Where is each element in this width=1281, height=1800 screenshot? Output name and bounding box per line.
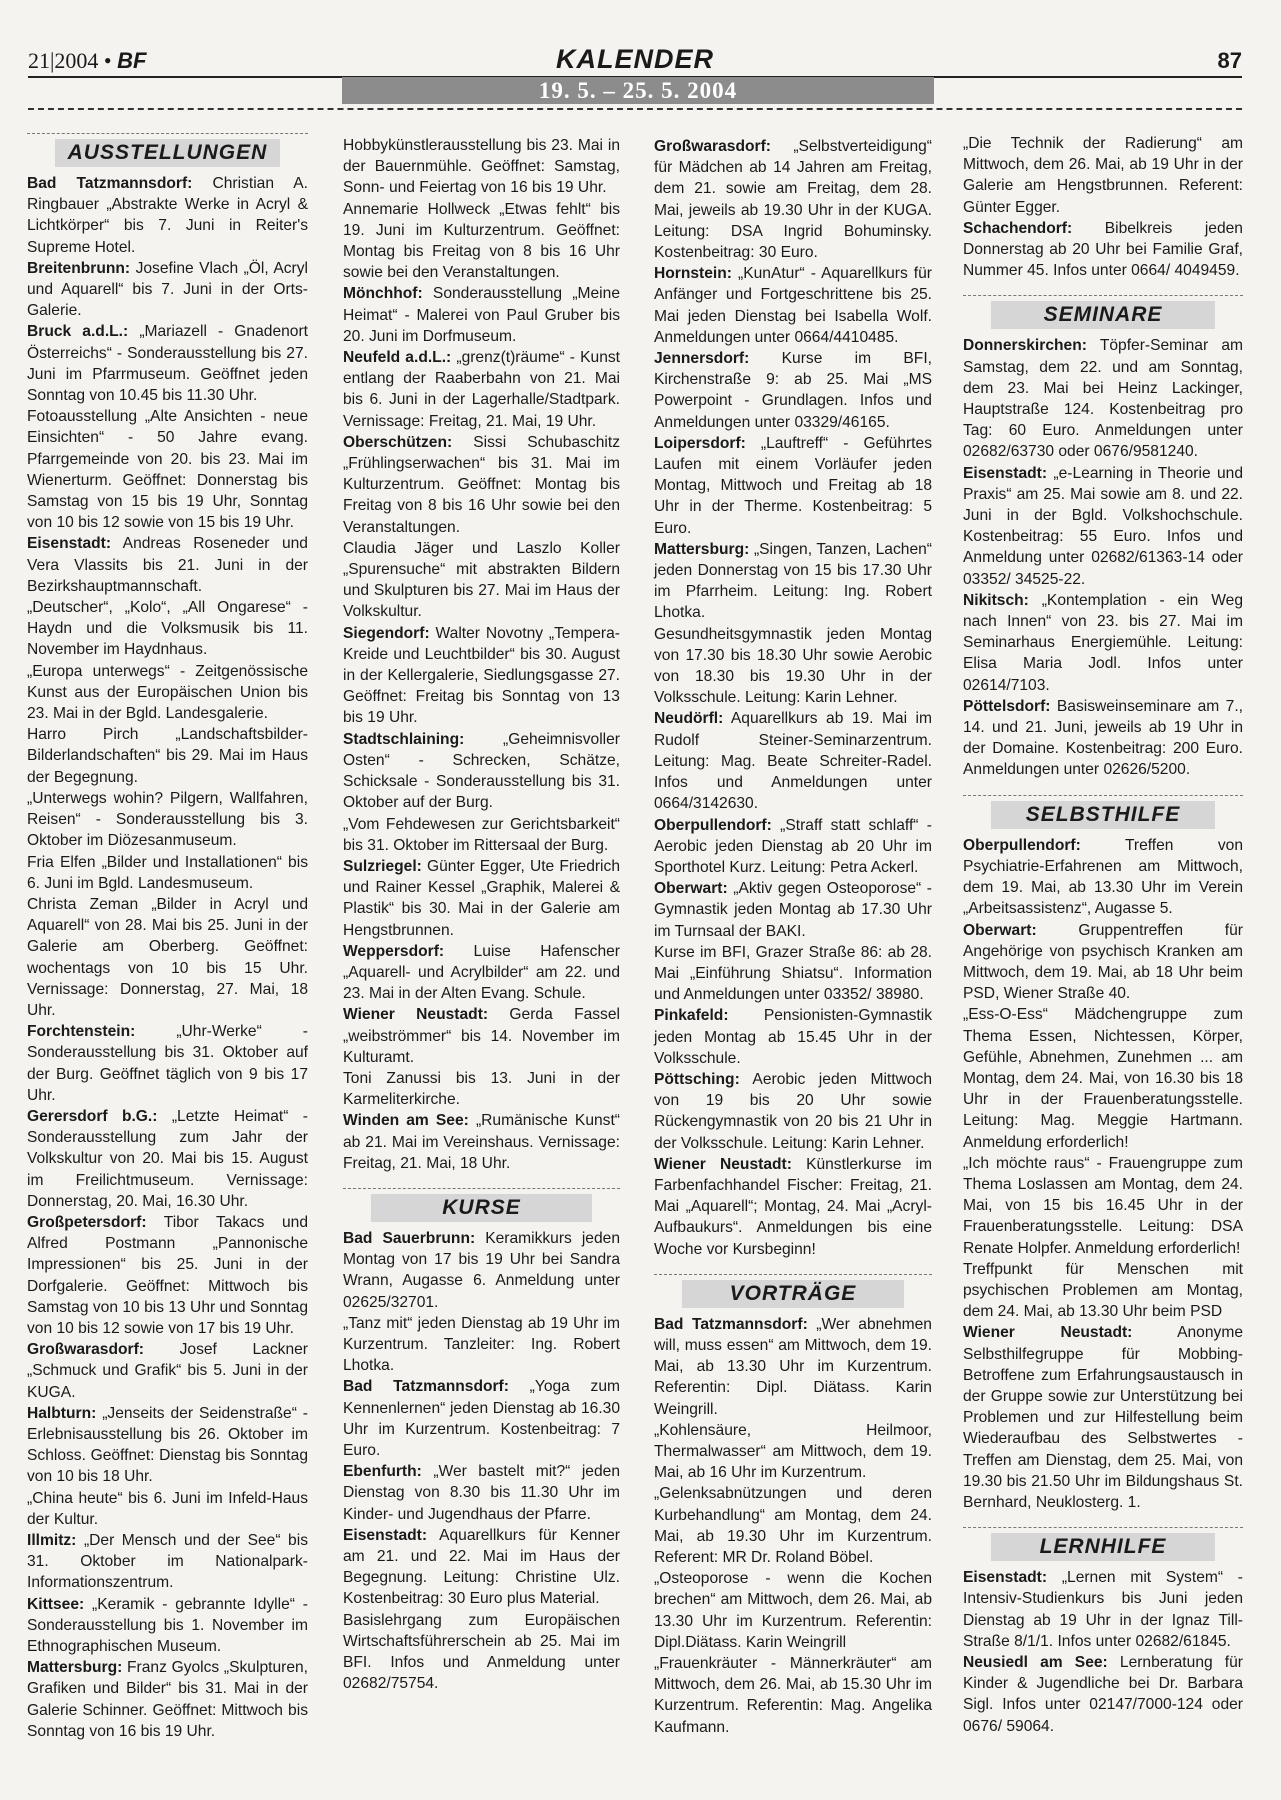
event-entry — [27, 1106, 308, 1212]
event-place: Großwarasdorf: — [654, 138, 771, 155]
event-entry — [27, 661, 308, 725]
column-4 — [963, 133, 1243, 1737]
event-text: „Unterwegs wohin? Pilgern, Wallfahren, Reisen“ - Sonderausstellung bis 3. Oktober im Diözesanmuseum. — [27, 789, 308, 850]
section-gap — [963, 281, 1243, 295]
event-entry — [27, 894, 308, 1021]
event-entry — [654, 348, 932, 433]
event-place: Bad Tatzmannsdorf: — [343, 1378, 509, 1396]
event-place: Eisenstadt: — [963, 464, 1048, 482]
event-text: Treffpunkt für Menschen mit psychischen Problemen am Montag, dem 24. Mai, ab 13.30 Uhr beim PSD — [963, 1260, 1243, 1321]
event-place: Wiener Neustadt: — [343, 1006, 489, 1024]
event-entry — [27, 1530, 308, 1594]
event-entry — [963, 1652, 1243, 1737]
event-place: Siegendorf: — [343, 624, 430, 642]
event-text: „Aktiv gegen Osteoporose“ - Gymnastik jeden Montag ab 17.30 Uhr im Turnsaal der BAKI. — [654, 880, 933, 940]
event-text: „Wer bastelt mit?“ jeden Dienstag von 8.30 bis 11.30 Uhr im Kinder- und Jugendhaus der Pfarre. — [343, 1463, 620, 1523]
event-place: Wiener Neustadt: — [654, 1155, 792, 1173]
event-place: Nikitsch: — [963, 591, 1029, 609]
section-heading — [654, 1274, 932, 1309]
event-text: Annemarie Hollweck „Etwas fehlt“ bis 19. Juni im Kulturzentrum. Geöffnet: Montag bis Freitag von 8 bis 16 Uhr sowie bei den Veranstaltungen. — [343, 200, 620, 282]
event-entry — [27, 1488, 308, 1530]
section-heading — [963, 795, 1243, 830]
event-text: „Mariazell - Gnadenort Österreichs“ - Sonderausstellung bis 27. Juni im Pfarrmuseum. Geöffnet jeden Sonntag von 10.45 bis 11.30 Uhr. — [27, 323, 308, 405]
column-2 — [343, 135, 620, 1694]
event-entry — [654, 539, 932, 624]
event-text: „Letzte Heimat“ - Sonderausstellung zum Jahr der Volkskultur von 20. Mai bis 15. August im Freilichtmuseum. Vernissage: Donnerstag, 20. Mai, 16.30 Uhr. — [27, 1107, 308, 1210]
event-text: Andreas Roseneder und Vera Vlassits bis 21. Juni in der Bezirkshauptmannschaft. — [27, 535, 308, 595]
event-entry — [963, 1153, 1243, 1259]
section-gap — [963, 1513, 1243, 1527]
event-entry — [654, 815, 932, 879]
event-entry — [343, 814, 620, 856]
event-place: Neudörfl: — [654, 710, 724, 728]
event-entry — [654, 624, 932, 709]
event-text: „Geheimnisvoller Osten“ - Schrecken, Schätze, Schicksale - Sonderausstellung bis 31. Oktober auf der Burg. — [343, 730, 620, 812]
event-text: Sissi Schubaschitz „Frühlingserwachen“ bis 31. Mai im Kulturzentrum. Geöffnet: Montag bis Freitag von 8 bis 16 Uhr sowie bei den Veranstaltungen. — [343, 433, 620, 536]
event-text: „Rumänische Kunst“ ab 21. Mai im Vereinshaus. Vernissage: Freitag, 21. Mai, 18 Uhr. — [343, 1112, 620, 1172]
event-place: Neusiedl am See: — [963, 1654, 1108, 1671]
event-text: Bibelkreis jeden Donnerstag ab 20 Uhr bei Familie Graf, Nummer 45. Infos unter 0664/ 4049459. — [963, 219, 1243, 280]
event-place: Loipersdorf: — [654, 434, 746, 452]
event-entry — [343, 941, 620, 1005]
event-text: „Europa unterwegs“ - Zeitgenössische Kunst aus der Europäischen Union bis 23. Mai in der Bgld. Landesgalerie. — [27, 662, 308, 723]
event-text: „Osteoporose - wenn die Kochen brechen“ am Mittwoch, dem 26. Mai, ab 13.30 Uhr im Kurzentrum. Referentin: Dipl.Diätass. Karin Weingrill — [654, 1570, 932, 1651]
date-range-band: 19. 5. – 25. 5. 2004 — [342, 77, 934, 104]
section-heading-label: LERNHILFE — [991, 1533, 1215, 1561]
event-text: Anonyme Selbsthilfegruppe für Mobbing-Betroffene zum Erfahrungsaustausch in der Gruppe sowie zur Unterstützung bei Problemen und zur Hilfestellung beim Wiederaufbau des Selbstwertes - Treffen am Dienstag, dem 25. Mai, von 19.30 bis 21.50 Uhr im Bildungshaus St. Bernhard, Neuklosterg. 1. — [963, 1324, 1243, 1511]
issue-number: 21|2004 • — [28, 48, 112, 73]
event-place: Sulzriegel: — [343, 857, 422, 875]
event-place: Eisenstadt: — [963, 1569, 1048, 1587]
event-entry — [654, 708, 932, 814]
event-entry — [343, 283, 620, 347]
event-place: Bruck a.d.L.: — [27, 323, 129, 341]
event-place: Halbturn: — [27, 1404, 97, 1422]
event-entry — [343, 623, 620, 729]
event-text: Keramikkurs jeden Montag von 17 bis 19 Uhr bei Sandra Wrann, Augasse 6. Anmeldung unter 02625/32701. — [343, 1229, 620, 1311]
event-text: „Der Mensch und der See“ bis 31. Oktober im Nationalpark-Informationszentrum. — [27, 1532, 308, 1592]
event-entry — [27, 1657, 308, 1742]
event-place: Eisenstadt: — [343, 1526, 428, 1544]
event-text: „Die Technik der Radierung“ am Mittwoch, dem 26. Mai, ab 19 Uhr in der Galerie am Hengstbrunnen. Referent: Günter Egger. — [963, 135, 1243, 216]
event-place: Jennersdorf: — [654, 350, 750, 368]
event-place: Mönchhof: — [343, 285, 423, 303]
event-text: „Keramik - gebrannte Idylle“ - Sonderausstellung bis 1. November im Ethnographischen Museum. — [27, 1595, 308, 1656]
event-text: „Yoga zum Kennenlernen“ jeden Dienstag ab 16.30 Uhr im Kurzentrum. Kostenbeitrag: 7 Euro. — [343, 1378, 620, 1459]
event-text: „Jenseits der Seidenstraße“ - Erlebnisausstellung bis 26. Oktober im Schloss. Geöffnet: Dienstag bis Sonntag von 10 bis 18 Uhr. — [27, 1404, 308, 1486]
section-title: KALENDER — [555, 44, 714, 74]
event-text: Kurse im BFI, Grazer Straße 86: ab 28. Mai „Einführung Shiatsu“. Information und Anmeldungen unter 03352/ 38980. — [654, 943, 932, 1004]
event-text: „e-Learning in Theorie und Praxis“ am 25. Mai sowie am 8. und 22. Juni in der Bgld. Volkshochschule. Kostenbeitrag: 55 Euro. Infos und Anmeldung unter 02682/61363-14 oder 03352/ 34525-22. — [963, 464, 1243, 588]
event-place: Oberschützen: — [343, 433, 453, 451]
event-place: Stadtschlaining: — [343, 730, 465, 748]
event-entry — [654, 1314, 932, 1420]
event-entry — [343, 1228, 620, 1313]
event-entry — [343, 347, 620, 432]
event-entry — [963, 590, 1243, 696]
event-text: Gruppentreffen für Angehörige von psychisch Kranken am Mittwoch, dem 19. Mai, ab 18 Uhr beim PSD, Wiener Straße 40. — [963, 921, 1243, 1003]
event-place: Donnerskirchen: — [963, 337, 1087, 355]
event-entry — [654, 942, 932, 1006]
event-place: Wiener Neustadt: — [963, 1324, 1133, 1342]
event-place: Pinkafeld: — [654, 1007, 729, 1025]
section-heading-label: KURSE — [371, 1194, 593, 1222]
event-text: Künstlerkurse im Farbenfachhandel Fischer: Freitag, 21. Mai „Aquarell“; Montag, 24. Mai „Acryl-Aufbaukurs“. Anmeldungen bis eine Woche vor Kursbeginn! — [654, 1155, 932, 1258]
event-text: „KunAtur“ - Aquarellkurs für Anfänger und Fortgeschrittene bis 25. Mai jeden Dienstag bei Isabella Wolf. Anmeldungen unter 0664/4410485. — [654, 265, 932, 346]
event-text: „Ich möchte raus“ - Frauengruppe zum Thema Loslassen am Montag, dem 24. Mai, von 15 bis 16.45 Uhr in der Frauenberatungsstelle. Leitung: DSA Renate Holpfer. Anmeldung erforderlich! — [963, 1154, 1243, 1257]
section-heading — [27, 133, 308, 168]
event-place: Breitenbrunn: — [27, 259, 131, 277]
event-entry — [343, 1461, 620, 1525]
event-entry — [343, 1110, 620, 1174]
event-place: Oberwart: — [963, 921, 1037, 939]
column-1 — [27, 133, 308, 1742]
event-text: „Uhr-Werke“ - Sonderausstellung bis 31. Oktober auf der Burg. Geöffnet täglich von 9 bis 17 Uhr. — [27, 1023, 308, 1104]
event-entry — [27, 724, 308, 788]
event-entry — [963, 920, 1243, 1005]
event-text: „Lernen mit System“ - Intensiv-Studienkurs bis Juni jeden Dienstag ab 19 Uhr in der Ignaz Till-Straße 8/1/1. Infos unter 02682/61845. — [963, 1569, 1243, 1650]
event-text: Christa Zeman „Bilder in Acryl und Aquarell“ von 28. Mai bis 25. Juni in der Galerie am Oberberg. Geöffnet: wochentags von 10 bis 15 Uhr. Vernissage: Donnerstag, 27. Mai, 18 Uhr. — [27, 895, 308, 1019]
section-heading-label: VORTRÄGE — [682, 1280, 904, 1308]
event-text: „Straff statt schlaff“ - Aerobic jeden Dienstag ab 20 Uhr im Sporthotel Kurz. Leitung: Petra Ackerl. — [654, 816, 932, 876]
event-entry — [654, 878, 932, 942]
event-entry — [343, 1525, 620, 1610]
event-entry — [27, 258, 308, 322]
section-heading — [963, 295, 1243, 330]
event-text: „Wer abnehmen will, muss essen“ am Mittwoch, dem 19. Mai, ab 13.30 Uhr im Kurzentrum. Referentin: Dipl. Diätass. Karin Weingrill. — [654, 1315, 932, 1418]
section-heading-label: SEMINARE — [991, 301, 1215, 329]
event-place: Hornstein: — [654, 265, 732, 283]
event-text: Gerda Fassel „weibströmmer“ bis 14. November im Kulturamt. — [343, 1006, 620, 1066]
event-entry — [27, 1339, 308, 1403]
section-heading-label: AUSSTELLUNGEN — [55, 139, 280, 167]
event-entry — [27, 1212, 308, 1339]
event-text: „Frauenkräuter - Männerkräuter“ am Mittwoch, dem 26. Mai, ab 15.30 Uhr im Kurzentrum. Referentin: Mag. Angelika Kaufmann. — [654, 1655, 932, 1736]
event-entry — [654, 1483, 932, 1568]
event-text: „Vom Fehdewesen zur Gerichtsbarkeit“ bis 31. Oktober im Rittersaal der Burg. — [343, 815, 620, 854]
event-entry — [343, 1068, 620, 1110]
event-text: Walter Novotny „Tempera-Kreide und Leuchtbilder“ bis 30. August in der Kellergalerie, Siedlungsgasse 27. Geöffnet: Freitag bis Sonntag von 13 bis 19 Uhr. — [343, 624, 620, 727]
event-entry — [963, 335, 1243, 462]
event-place: Bad Tatzmannsdorf: — [27, 175, 193, 192]
event-place: Bad Sauerbrunn: — [343, 1229, 476, 1247]
dashed-divider — [28, 108, 1242, 110]
event-entry — [654, 1069, 932, 1154]
event-entry — [963, 1259, 1243, 1323]
event-text: Fria Elfen „Bilder und Installationen“ bis 6. Juni im Bgld. Landesmuseum. — [27, 853, 308, 892]
event-text: Gesundheitsgymnastik jeden Montag von 17.30 bis 18.30 Uhr sowie Aerobic von 18.30 bis 19.30 Uhr in der Volksschule. Leitung: Karin Lehner. — [654, 625, 932, 707]
event-text: Fotoausstellung „Alte Ansichten - neue Einsichten“ - 50 Jahre evang. Pfarrgemeinde von 20. bis 23. Mai im Wienerturm. Geöffnet: Donnerstag bis Samstag von 15 bis 19 Uhr, Sonntag von 10 bis 12 sowie von 15 bis 19 Uhr. — [27, 408, 308, 532]
event-text: „Selbstverteidigung“ für Mädchen ab 14 Jahren am Freitag, dem 21. sowie am Freitag, dem 28. Mai, jeweils ab 19.30 Uhr in der KUGA. Leitung: DSA Ingrid Bohuminsky. Kostenbeitrag: 30 Euro. — [654, 138, 932, 262]
event-text: „grenz(t)räume“ - Kunst entlang der Raaberbahn von 21. Mai bis 6. Juni in der Lagerhalle/Stadtpark. Vernissage: Freitag, 21. Mai, 19 Uhr. — [343, 349, 621, 430]
section-gap — [654, 1260, 932, 1274]
event-text: Töpfer-Seminar am Samstag, dem 22. und am Sonntag, dem 23. Mai bei Heinz Lackinger, Hauptstraße 124. Kostenbeitrag pro Tag: 60 Euro. Anmeldungen unter 02682/63730 oder 0676/9581240. — [963, 337, 1243, 461]
page-header — [28, 44, 1242, 74]
event-place: Oberwart: — [654, 880, 728, 898]
event-entry — [27, 173, 308, 258]
event-text: „Lauftreff“ - Geführtes Laufen mit einem Vorläufer jeden Montag, Mittwoch und Freitag ab 18 Uhr in der Therme. Kostenbeitrag: 5 Euro. — [654, 434, 932, 537]
event-place: Großwarasdorf: — [27, 1341, 144, 1359]
event-entry — [343, 432, 620, 538]
event-text: Sonderausstellung „Meine Heimat“ - Malerei von Paul Gruber bis 20. Juni im Dorfmuseum. — [343, 285, 620, 345]
event-entry — [343, 1376, 620, 1461]
event-entry — [654, 433, 932, 539]
section-heading — [963, 1527, 1243, 1562]
event-text: Basisweinseminare am 7., 14. und 21. Juni, jeweils ab 19 Uhr in der Domaine. Kostenbeitrag: 200 Euro. Anmeldungen unter 02626/5200. — [963, 697, 1243, 779]
event-entry — [27, 533, 308, 597]
event-entry — [27, 321, 308, 406]
event-entry — [654, 1653, 932, 1738]
event-text: Günter Egger, Ute Friedrich und Rainer Kessel „Graphik, Malerei & Plastik“ bis 30. Mai in der Galerie am Hengstbrunnen. — [343, 857, 620, 939]
event-entry — [27, 1594, 308, 1658]
event-entry — [343, 135, 620, 199]
event-text: Harro Pirch „Landschaftsbilder-Bilderlandschaften“ bis 29. Mai im Haus der Begegnung. — [27, 726, 308, 786]
event-text: Kurse im BFI, Kirchenstraße 9: ab 25. Mai „MS Powerpoint - Grundlagen. Infos und Anmeldungen unter 03329/46165. — [654, 350, 932, 431]
event-place: Weppersdorf: — [343, 942, 445, 960]
event-entry — [343, 856, 620, 941]
event-entry — [343, 1004, 620, 1068]
event-text: Claudia Jäger und Laszlo Koller „Spurensuche“ mit abstrakten Bildern und Skulpturen bis 27. Mai im Haus der Volkskultur. — [343, 539, 620, 621]
event-entry — [654, 1005, 932, 1069]
event-entry — [27, 597, 308, 661]
event-entry — [343, 729, 620, 814]
event-place: Kittsee: — [27, 1595, 85, 1613]
event-place: Mattersburg: — [654, 540, 750, 558]
event-entry — [343, 1610, 620, 1695]
event-text: Toni Zanussi bis 13. Juni in der Karmeliterkirche. — [343, 1069, 620, 1109]
event-text: „Kontemplation - ein Weg nach Innen“ von 23. bis 27. Mai im Seminarhaus Energiemühle. Leitung: Elisa Maria Jodl. Infos unter 02614/7103. — [963, 591, 1243, 694]
event-text: Lernberatung für Kinder & Jugendliche bei Dr. Barbara Sigl. Infos unter 02147/7000-124 oder 0676/ 59064. — [963, 1654, 1243, 1735]
event-entry — [654, 136, 932, 263]
event-entry — [963, 218, 1243, 282]
section-gap — [343, 1174, 620, 1188]
event-entry — [27, 1021, 308, 1106]
event-place: Oberpullendorf: — [654, 816, 772, 834]
event-entry — [654, 1154, 932, 1260]
event-text: „Kohlensäure, Heilmoor, Thermalwasser“ am Mittwoch, dem 19. Mai, ab 16 Uhr im Kurzentrum. — [654, 1421, 932, 1482]
event-place: Forchtenstein: — [27, 1023, 136, 1041]
event-place: Oberpullendorf: — [963, 836, 1081, 854]
event-place: Mattersburg: — [27, 1659, 123, 1677]
event-entry — [963, 1004, 1243, 1152]
event-entry — [654, 263, 932, 348]
event-entry — [963, 1567, 1243, 1652]
event-entry — [963, 835, 1243, 920]
event-entry — [654, 1420, 932, 1484]
event-place: Winden am See: — [343, 1112, 469, 1130]
event-text: Christian A. Ringbauer „Abstrakte Werke in Acryl & Lichtkörper“ bis 7. Juni in Reiter's Supreme Hotel. — [27, 175, 308, 256]
event-text: „Gelenksabnützungen und deren Kurbehandlung“ am Montag, dem 24. Mai, ab 19.30 Uhr im Kurzentrum. Referent: MR Dr. Roland Böbel. — [654, 1485, 932, 1566]
event-place: Bad Tatzmannsdorf: — [654, 1315, 808, 1333]
event-place: Schachendorf: — [963, 219, 1073, 237]
section-heading-label: SELBSTHILFE — [991, 801, 1215, 829]
event-entry — [963, 133, 1243, 218]
event-entry — [27, 852, 308, 894]
event-entry — [654, 1568, 932, 1653]
event-text: „Ess-O-Ess“ Mädchengruppe zum Thema Essen, Nichtessen, Körper, Gefühle, Abnehmen, Zunehmen ... am Montag, dem 24. Mai, von 16.30 bis 18 Uhr in der Frauenberatungsstelle. Leitung: Mag. Meggie Hartmann. Anmeldung erforderlich! — [963, 1006, 1243, 1151]
event-entry — [27, 406, 308, 533]
event-entry — [343, 199, 620, 284]
event-text: Luise Hafenscher „Aquarell- und Acrylbilder“ am 22. und 23. Mai in der Alten Evang. Schule. — [343, 942, 620, 1003]
event-text: Aquarellkurs für Kenner am 21. und 22. Mai im Haus der Begegnung. Leitung: Christine Ulz. Kostenbeitrag: 30 Euro plus Material. — [343, 1526, 620, 1608]
event-text: „Tanz mit“ jeden Dienstag ab 19 Uhr im Kurzentrum. Tanzleiter: Ing. Robert Lhotka. — [343, 1314, 620, 1375]
event-entry — [27, 1403, 308, 1488]
event-text: Aerobic jeden Mittwoch von 19 bis 20 Uhr sowie Rückengymnastik von 20 bis 21 Uhr in der Volksschule. Leitung: Karin Lehner. — [654, 1070, 932, 1152]
event-text: Treffen von Psychiatrie-Erfahrenen am Mittwoch, dem 19. Mai, ab 13.30 Uhr im Verein „Arbeitsassistenz“, Augasse 5. — [963, 836, 1243, 918]
event-text: Hobbykünstlerausstellung bis 23. Mai in der Bauernmühle. Geöffnet: Samstag, Sonn- und Feiertag von 16 bis 19 Uhr. — [343, 137, 620, 197]
event-place: Pöttelsdorf: — [963, 697, 1051, 715]
event-text: Josefine Vlach „Öl, Acryl und Aquarell“ bis 7. Juni in der Orts-Galerie. — [27, 259, 308, 320]
event-entry — [963, 696, 1243, 781]
section-heading — [343, 1188, 620, 1223]
page-number: 87 — [1217, 48, 1242, 73]
event-entry — [343, 538, 620, 623]
event-text: Franz Gyolcs „Skulpturen, Grafiken und Bilder“ bis 31. Mai in der Galerie Schinner. Geöffnet: Mittwoch bis Sonntag von 16 bis 19 Uhr. — [27, 1659, 308, 1740]
event-text: Basislehrgang zum Europäischen Wirtschaftsführerschein ab 25. Mai im BFI. Infos und Anmeldung unter 02682/75754. — [343, 1611, 620, 1693]
event-entry — [27, 788, 308, 852]
brand-logo: BF — [117, 48, 147, 73]
event-place: Ebenfurth: — [343, 1463, 422, 1481]
event-place: Eisenstadt: — [27, 535, 112, 553]
event-place: Illmitz: — [27, 1532, 77, 1549]
column-3 — [654, 136, 932, 1738]
event-entry — [963, 463, 1243, 590]
event-place: Neufeld a.d.L.: — [343, 349, 452, 367]
event-place: Gerersdorf b.G.: — [27, 1107, 158, 1125]
event-place: Pöttsching: — [654, 1070, 740, 1088]
event-text: „China heute“ bis 6. Juni im Infeld-Haus der Kultur. — [27, 1489, 308, 1528]
event-text: Tibor Takacs und Alfred Postmann „Pannonische Impressionen“ bis 25. Juni in der Dorfgalerie. Geöffnet: Mittwoch bis Samstag von 10 bis 13 Uhr und Sonntag von 10 bis 12 sowie von 17 bis 19 Uhr. — [27, 1213, 308, 1337]
event-text: Aquarellkurs ab 19. Mai im Rudolf Steiner-Seminarzentrum. Leitung: Mag. Beate Schreiter-Radel. Infos und Anmeldungen unter 0664/3142630. — [654, 710, 932, 813]
event-entry — [963, 1322, 1243, 1513]
event-text: „Singen, Tanzen, Lachen“ jeden Donnerstag von 15 bis 17.30 Uhr im Pfarrheim. Leitung: Ing. Robert Lhotka. — [654, 540, 932, 622]
event-place: Großpetersdorf: — [27, 1213, 147, 1231]
event-entry — [343, 1313, 620, 1377]
event-text: „Deutscher“, „Kolo“, „All Ongarese“ - Haydn und die Volksmusik bis 11. November im Haydnhaus. — [27, 599, 308, 659]
section-gap — [963, 781, 1243, 795]
event-text: Pensionisten-Gymnastik jeden Montag ab 15.45 Uhr in der Volksschule. — [654, 1007, 932, 1067]
event-text: Josef Lackner „Schmuck und Grafik“ bis 5. Juni in der KUGA. — [27, 1341, 308, 1401]
